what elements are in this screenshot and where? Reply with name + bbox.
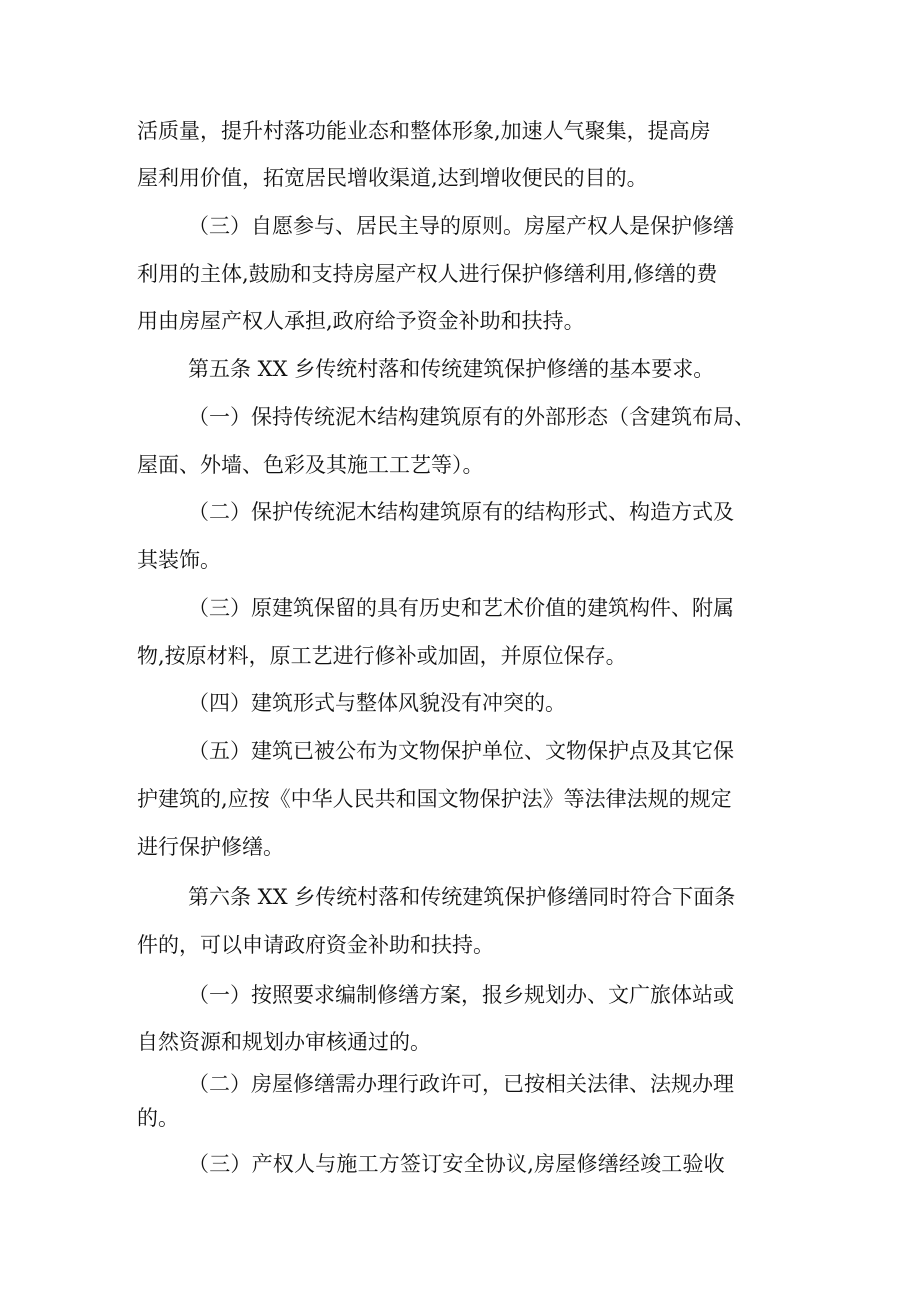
paragraph-line: （四）建筑形式与整体风貌没有冲突的。 (188, 691, 566, 715)
paragraph-line: 自然资源和规划办审核通过的。 (137, 1030, 431, 1054)
paragraph-line: （三）自愿参与、居民主导的原则。房屋产权人是保护修缮 (188, 214, 734, 238)
section-heading: 第六条 XX 乡传统村落和传统建筑保护修缮同时符合下面条 (188, 885, 736, 909)
paragraph-line: （一）按照要求编制修缮方案，报乡规划办、文广旅体站或 (188, 983, 734, 1007)
paragraph-line: 利用的主体,鼓励和支持房屋产权人进行保护修缮利用,修缮的费 (137, 262, 718, 286)
paragraph-line: （二）保护传统泥木结构建筑原有的结构形式、构造方式及 (188, 500, 734, 524)
paragraph-line: 用由房屋产权人承担,政府给予资金补助和扶持。 (137, 309, 585, 333)
paragraph-line: 件的，可以申请政府资金补助和扶持。 (137, 933, 494, 957)
paragraph-line: （二）房屋修缮需办理行政许可，已按相关法律、法规办理 (188, 1072, 734, 1096)
paragraph-line: （三）产权人与施工方签订安全协议,房屋修缮经竣工验收 (188, 1152, 725, 1176)
paragraph-line: 活质量，提升村落功能业态和整体形象,加速人气聚集，提高房 (137, 119, 711, 143)
paragraph-line: （一）保持传统泥木结构建筑原有的外部形态（含建筑布局、 (188, 405, 755, 429)
section-heading: 第五条 XX 乡传统村落和传统建筑保护修缮的基本要求。 (188, 357, 715, 381)
paragraph-line: 屋面、外墙、色彩及其施工工艺等）。 (137, 453, 484, 477)
paragraph-line: （五）建筑已被公布为文物保护单位、文物保护点及其它保 (188, 739, 734, 763)
paragraph-line: 进行保护修缮。 (137, 835, 284, 859)
paragraph-line: 其装饰。 (137, 548, 221, 572)
paragraph-line: 护建筑的,应按《中华人民共和国文物保护法》等法律法规的规定 (137, 787, 732, 811)
paragraph-line: 屋利用价值，拓宽居民增收渠道,达到增收便民的目的。 (137, 166, 648, 190)
paragraph-line: （三）原建筑保留的具有历史和艺术价值的建筑构件、附属 (188, 596, 734, 620)
paragraph-line: 物,按原材料，原工艺进行修补或加固，并原位保存。 (137, 644, 627, 668)
paragraph-line: 的。 (137, 1106, 179, 1130)
